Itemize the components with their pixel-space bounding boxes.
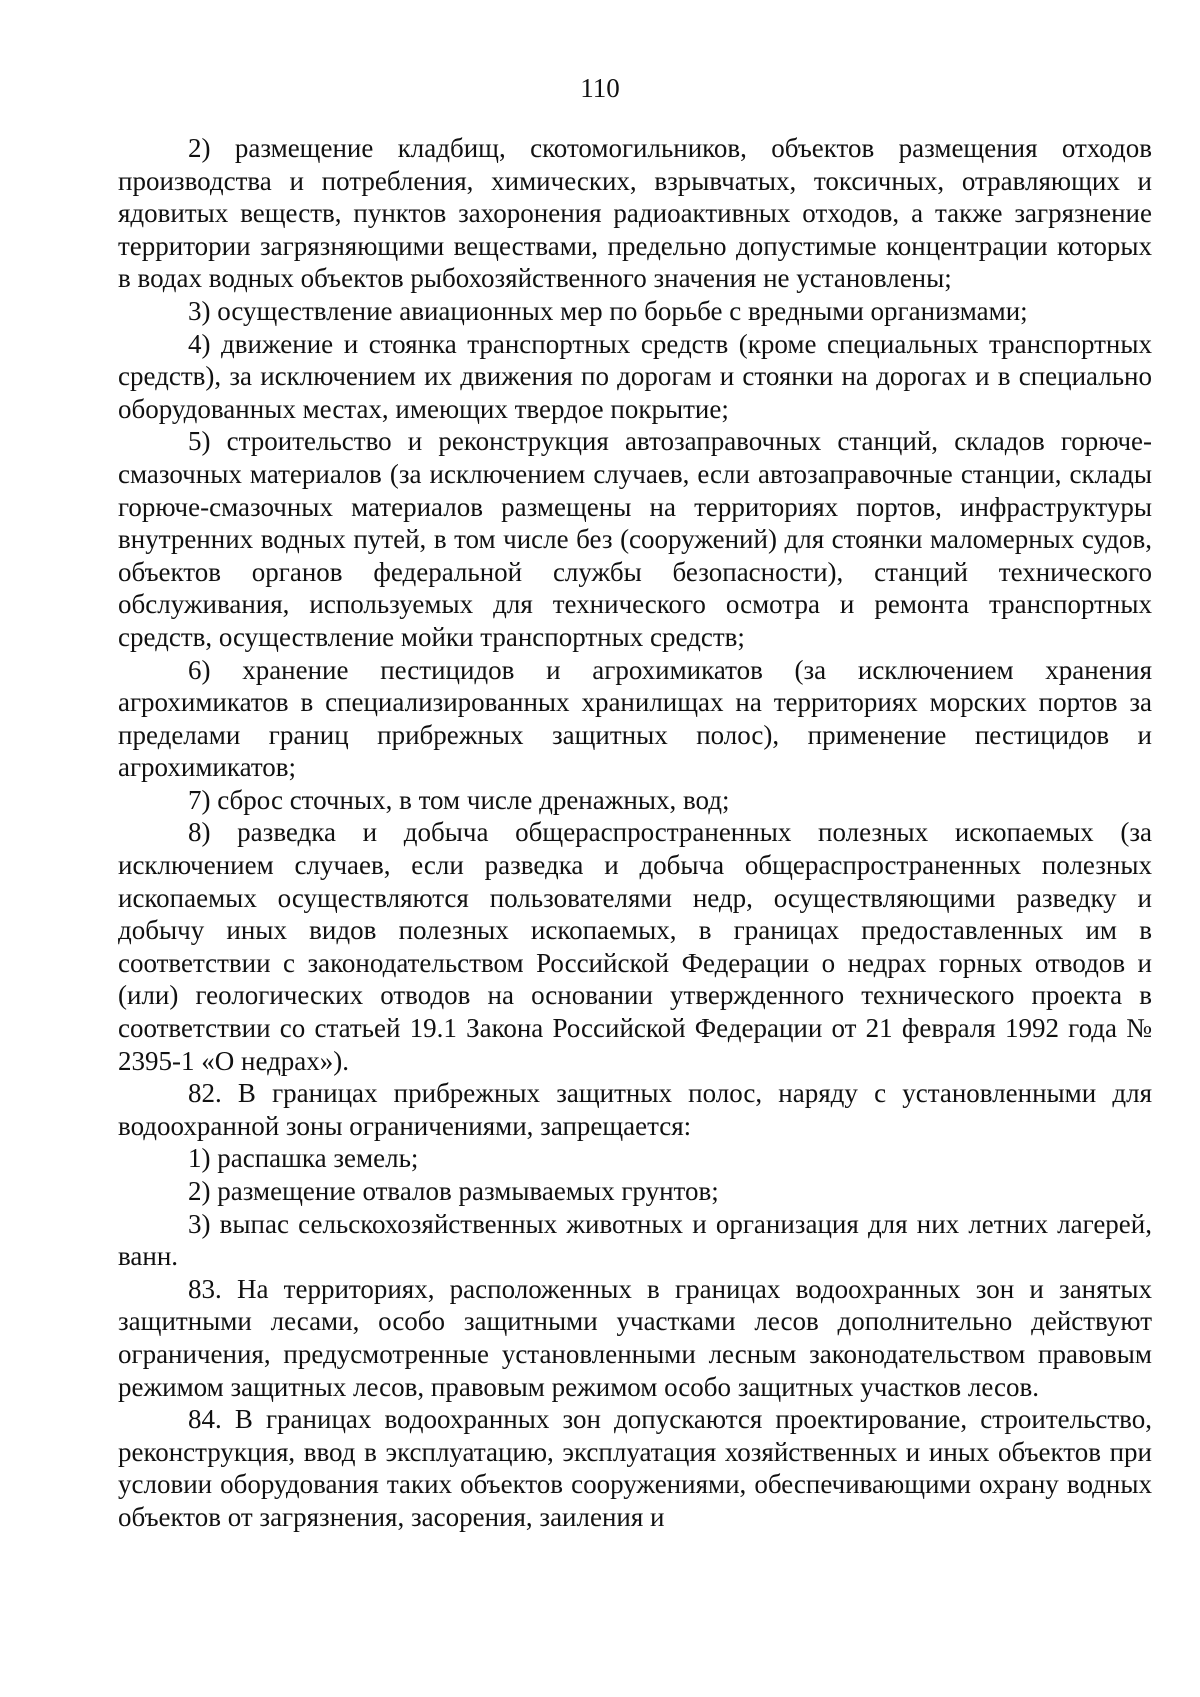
paragraph-clause-83: 83. На территориях, расположенных в границах водоохранных зон и занятых защитными лесами, особо защитными участками лесов дополнительно действуют ограничения, предусмотренные установленными лесным законодательством правовым режимом защитных лесов, правовым режимом особо защитных участков лесов. xyxy=(118,1273,1152,1402)
paragraph-clause-82-item-3: 3) выпас сельскохозяйственных животных и организация для них летних лагерей, ванн. xyxy=(118,1208,1152,1272)
page-number: 110 xyxy=(580,73,620,103)
paragraph-clause-84: 84. В границах водоохранных зон допускаются проектирование, строительство, реконструкция, ввод в эксплуатацию, эксплуатация хозяйственных и иных объектов при условии оборудования таких объектов сооружениями, обеспечивающими охрану водных объектов от загрязнения, засорения, заиления и xyxy=(118,1404,1152,1532)
document-body xyxy=(118,132,1152,1534)
paragraph-item-2-cemeteries: 2) размещение кладбищ, скотомогильников, объектов размещения отходов производства и потребления, химических, взрывчатых, токсичных, отравляющих и ядовитых веществ, пунктов захоронения радиоактивных отходов, а также загрязнение территории загрязняющими веществами, предельно допустимые концентрации которых в водах водных объектов рыбохозяйственного значения не установлены; xyxy=(118,133,1152,294)
paragraph-item-7-wastewater: 7) сброс сточных, в том числе дренажных, вод; xyxy=(188,784,730,815)
paragraph-item-4-vehicles: 4) движение и стоянка транспортных средств (кроме специальных транспортных средств), за исключением их движения по дорогам и стоянки на дорогах и в специально оборудованных местах, имеющих твердое покрытие; xyxy=(118,328,1152,424)
paragraph-item-8-mining: 8) разведка и добыча общераспространенных полезных ископаемых (за исключением случаев, если разведка и добыча общераспространенных полезных ископаемых осуществляются пользователями недр, осуществляющими разведку и добычу иных видов полезных ископаемых, в границах предоставленных им в соответствии с законодательством Российской Федерации о недрах горных отводов и (или) геологических отводов на основании утвержденного технического проекта в соответствии со статьей 19.1 Закона Российской Федерации от 21 февраля 1992 года № 2395-1 «О недрах»). xyxy=(118,817,1152,1076)
paragraph-clause-82-item-2: 2) размещение отвалов размываемых грунтов; xyxy=(188,1176,719,1206)
paragraph-clause-82: 82. В границах прибрежных защитных полос, наряду с установленными для водоохранной зоны ограничениями, запрещается: xyxy=(118,1078,1152,1141)
paragraph-clause-82-item-1: 1) распашка земель; xyxy=(188,1143,419,1174)
paragraph-item-5-fuel-stations: 5) строительство и реконструкция автозаправочных станций, складов горюче-смазочных материалов (за исключением случаев, если автозаправочные станции, склады горюче-смазочных материалов размещены на территориях портов, инфраструктуры внутренних водных путей, в том числе без (сооружений) для стоянки маломерных судов, объектов органов федеральной службы безопасности), станций технического обслуживания, используемых для технического осмотра и ремонта транспортных средств, осуществление мойки транспортных средств; xyxy=(118,426,1152,652)
paragraph-item-3-aviation: 3) осуществление авиационных мер по борьбе с вредными организмами; xyxy=(188,295,1028,326)
paragraph-item-6-pesticides: 6) хранение пестицидов и агрохимикатов (за исключением хранения агрохимикатов в специализированных хранилищах на территориях морских портов за пределами границ прибрежных защитных полос), применение пестицидов и агрохимикатов; xyxy=(118,654,1152,783)
